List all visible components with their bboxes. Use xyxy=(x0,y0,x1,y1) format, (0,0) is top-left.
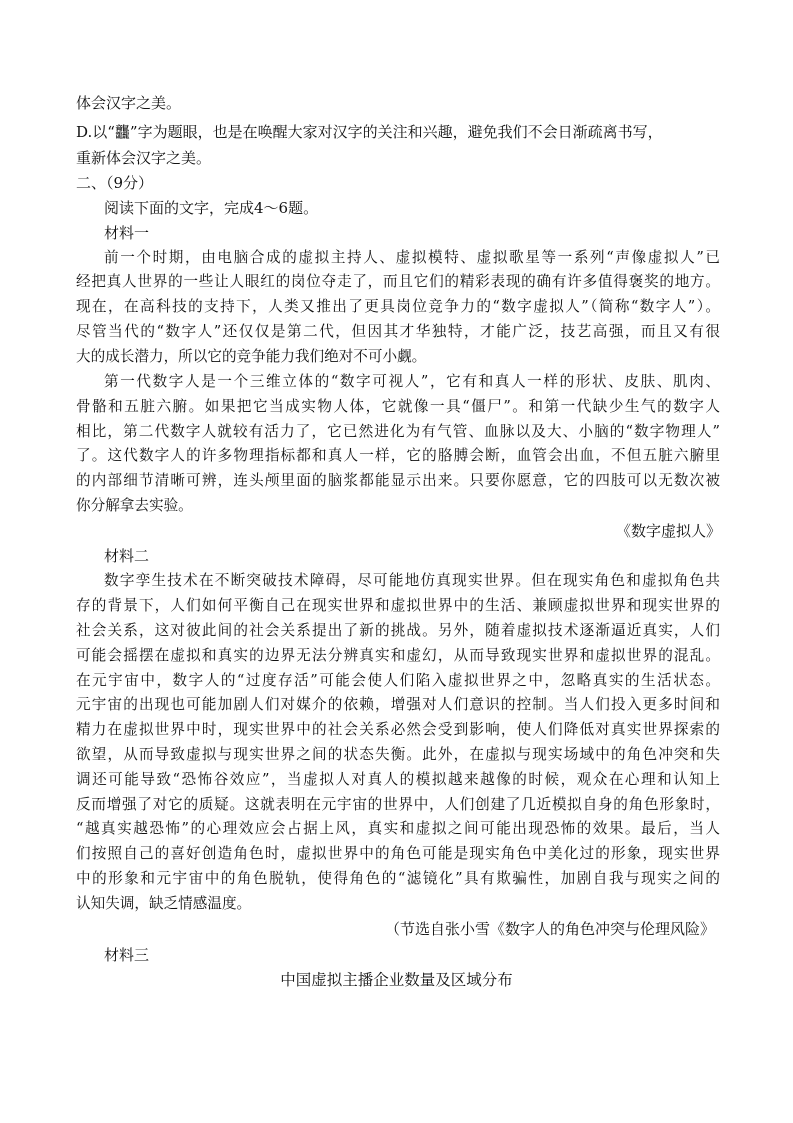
material2-line: 精力在虚拟世界中时，现实世界中的社会关系必然会受到影响，使人们降低对真实世界探索的 xyxy=(76,721,720,738)
option-d-line-2: 重新体会汉字之美。 xyxy=(76,149,212,167)
material1-p1-line: 前一个时期，由电脑合成的虚拟主持人、虚拟模特、虚拟歌星等一系列“声像虚拟人”已 xyxy=(104,249,720,266)
material1-p1-line: 现在，在高科技的支持下，人类又推出了更具岗位竞争力的“数字虚拟人”（简称“数字人”）。 xyxy=(76,298,720,315)
instruction: 阅读下面的文字，完成4～6题。 xyxy=(104,199,319,217)
material3-label: 材料三 xyxy=(104,946,150,964)
option-d-line-1: D.以“龘”字为题眼，也是在唤醒大家对汉字的关注和兴趣，避免我们不会日渐疏离书写， xyxy=(76,123,663,141)
material2-line: “越真实越恐怖”的心理效应会占据上风，真实和虚拟之间可能出现恐怖的效果。最后，当人 xyxy=(76,820,720,837)
chart-title: 中国虚拟主播企业数量及区域分布 xyxy=(280,971,513,989)
material1-p2-line: 第一代数字人是一个三维立体的“数字可视人”，它有和真人一样的形状、皮肤、肌肉、 xyxy=(104,373,720,390)
material2-line: 元宇宙的出现也可能加剧人们对媒介的依赖，增强对人们意识的控制。当人们投入更多时间和 xyxy=(76,696,720,713)
material2-line: 社会关系，这对彼此间的社会关系提出了新的挑战。另外，随着虚拟技术逐渐逼近真实，人们 xyxy=(76,622,720,639)
material2-source: （节选自张小雪《数字人的角色冲突与伦理风险》 xyxy=(384,920,715,938)
material1-p2-line: 了。这代数字人的许多物理指标都和真人一样，它的胳膊会断，血管会出血，不但五脏六腑里 xyxy=(76,447,720,464)
material2-line: 可能会摇摆在虚拟和真实的边界无法分辨真实和虚幻，从而导致现实世界和虚拟世界的混乱。 xyxy=(76,647,720,664)
material2-label: 材料二 xyxy=(104,547,150,565)
material1-label: 材料一 xyxy=(104,224,150,242)
material1-p2-line: 骨骼和五脏六腑。如果把它当成实物人体，它就像一具“僵尸”。和第一代缺少生气的数字人 xyxy=(76,398,720,415)
material2-line: 数字孪生技术在不断突破技术障碍，尽可能地仿真现实世界。但在现实角色和虚拟角色共 xyxy=(104,572,720,589)
material2-line: 反而增强了对它的质疑。这就表明在元宇宙的世界中，人们创建了几近模拟自身的角色形象时， xyxy=(76,796,720,813)
material1-p1-line: 大的成长潜力，所以它的竞争能力我们绝对不可小觑。 xyxy=(76,348,427,365)
material2-line: 调还可能导致“恐怖谷效应”，当虚拟人对真人的模拟越来越像的时候，观众在心理和认知上 xyxy=(76,771,720,788)
material2-line: 欲望，从而导致虚拟与现实世界之间的状态失衡。此外，在虚拟与现实场域中的角色冲突和失 xyxy=(76,746,720,763)
material1-p2-line: 相比，第二代数字人就较有活力了，它已然进化为有气管、血脉以及大、小脑的“数字物理人” xyxy=(76,423,720,440)
material2-line: 中的形象和元宇宙中的角色脱轨，使得角色的“滤镜化”具有欺骗性，加剧自我与现实之间的 xyxy=(76,870,720,887)
material1-p1-line: 尽管当代的“数字人”还仅仅是第二代，但因其才华独特，才能广泛，技艺高强，而且又有很 xyxy=(76,323,720,340)
material1-p2-line: 你分解拿去实验。 xyxy=(76,497,193,514)
option-c-tail: 体会汉字之美。 xyxy=(76,94,182,112)
material2-line: 们按照自己的喜好创造角色时，虚拟世界中的角色可能是现实角色中美化过的形象，现实世界 xyxy=(76,845,720,862)
material2-line: 认知失调，缺乏情感温度。 xyxy=(76,895,252,912)
section-heading: 二、（9分） xyxy=(76,174,154,192)
material2-line: 存的背景下，人们如何平衡自己在现实世界和虚拟世界中的生活、兼顾虚拟世界和现实世界的 xyxy=(76,597,720,614)
material1-p2-line: 的内部细节清晰可辨，连头颅里面的脑浆都能显示出来。只要你愿意，它的四肢可以无数次被 xyxy=(76,472,720,489)
material2-line: 在元宇宙中，数字人的“过度存活”可能会使人们陷入虚拟世界之中，忽略真实的生活状态。 xyxy=(76,672,720,689)
material1-p1-line: 经把真人世界的一些让人眼红的岗位夺走了，而且它们的精彩表现的确有许多值得褒奖的地方。 xyxy=(76,273,720,290)
material1-source: 《数字虚拟人》 xyxy=(615,522,721,540)
